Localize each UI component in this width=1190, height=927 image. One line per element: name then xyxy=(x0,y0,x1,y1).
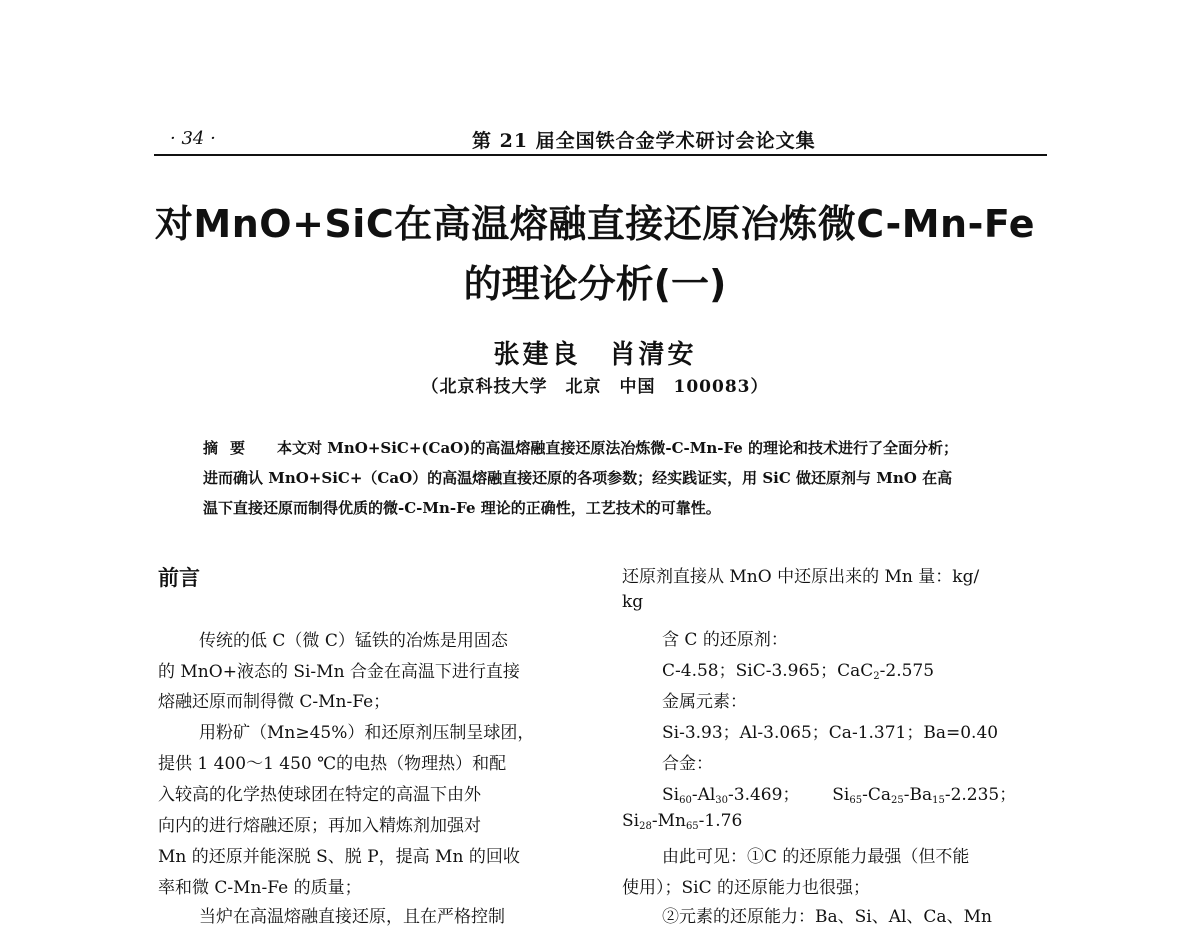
alloy-label: 合金： xyxy=(662,754,713,774)
alloy-element: -Ba xyxy=(903,785,933,805)
alloy-values-2 xyxy=(622,811,742,832)
alloy-subscript: 65 xyxy=(849,795,863,806)
body-line: Mn 的还原并能深脱 S、脱 P，提高 Mn 的回收 xyxy=(158,847,520,867)
cac-value: -2.575 xyxy=(879,661,935,681)
metal-values: Si-3.93；Al-3.065；Ca-1.371；Ba=0.40 xyxy=(662,723,999,743)
alloy-subscript: 65 xyxy=(685,821,699,832)
abstract-label: 摘要 xyxy=(203,439,258,457)
alloy-element: Si xyxy=(832,785,850,805)
alloy-subscript: 25 xyxy=(890,795,904,806)
abstract-line-3: 温下直接还原而制得优质的微-C-Mn-Fe 理论的正确性，工艺技术的可靠性。 xyxy=(203,499,721,517)
body-line: 使用）；SiC 的还原能力也很强； xyxy=(622,878,870,898)
page-number: · 34 · xyxy=(170,128,216,149)
abstract-line-2: 进而确认 MnO+SiC+（CaO）的高温熔融直接还原的各项参数；经实践证实，用 SiC 做还原剂与 MnO 在高 xyxy=(203,469,953,487)
alloy-value: -3.469； xyxy=(728,785,800,805)
authors: 张建良 肖清安 xyxy=(493,340,697,370)
alloy-values-1 xyxy=(662,780,1016,806)
abstract-line-1 xyxy=(203,437,958,458)
sic-value: SiC-3.965； xyxy=(735,661,838,681)
body-line: 率和微 C-Mn-Fe 的质量； xyxy=(158,878,362,898)
c-reductants-label: 含 C 的还原剂： xyxy=(662,630,788,650)
header-rule xyxy=(154,154,1047,156)
proceedings-title: 第 21 届全国铁合金学术研讨会论文集 xyxy=(472,130,816,152)
alloy-element: -Ca xyxy=(862,785,891,805)
alloy-value: -1.76 xyxy=(698,811,743,831)
body-line: 还原剂直接从 MnO 中还原出来的 Mn 量：kg/ xyxy=(622,567,980,587)
alloy-subscript: 60 xyxy=(679,795,692,806)
alloy-subscript: 15 xyxy=(932,795,945,806)
body-line: 向内的进行熔融还原；再加入精炼剂加强对 xyxy=(158,816,481,836)
metal-label: 金属元素： xyxy=(662,692,747,712)
body-line: ②元素的还原能力：Ba、Si、Al、Ca、Mn xyxy=(662,907,992,927)
body-line: 提供 1 400～1 450 ℃的电热（物理热）和配 xyxy=(158,754,507,774)
alloy-subscript: 30 xyxy=(715,795,729,806)
body-line: 的 MnO+液态的 Si-Mn 合金在高温下进行直接 xyxy=(158,662,520,682)
body-line: 入较高的化学热使球团在特定的高温下由外 xyxy=(158,785,481,805)
alloy-element: Si xyxy=(662,785,680,805)
alloy-subscript: 28 xyxy=(639,821,652,832)
section-title-foreword: 前言 xyxy=(158,566,200,590)
alloy-element: -Mn xyxy=(651,811,686,831)
cac-formula: CaC xyxy=(837,661,874,681)
body-line: 用粉矿（Mn≥45%）和还原剂压制呈球团， xyxy=(199,723,535,743)
body-line: 由此可见：①C 的还原能力最强（但不能 xyxy=(662,847,970,867)
c-reductants-values xyxy=(662,656,934,682)
c-value: C-4.58； xyxy=(662,661,736,681)
body-line: 熔融还原而制得微 C-Mn-Fe； xyxy=(158,692,391,712)
alloy-value: -2.235； xyxy=(944,785,1017,805)
alloy-element: Si xyxy=(622,811,640,831)
body-line: 传统的低 C（微 C）锰铁的冶炼是用固态 xyxy=(199,631,508,651)
paper-title-line1: 对MnO+SiC在高温熔融直接还原冶炼微C-Mn-Fe xyxy=(154,202,1036,246)
paper-title-line2: 的理论分析(一) xyxy=(463,262,727,306)
body-line: kg xyxy=(622,592,644,612)
body-line: 当炉在高温熔融直接还原，且在严格控制 xyxy=(199,907,505,927)
affiliation: （北京科技大学 北京 中国 100083） xyxy=(421,377,769,397)
abstract-text-1: 本文对 MnO+SiC+(CaO)的高温熔融直接还原法冶炼微-C-Mn-Fe 的理论和技术进行了全面分析； xyxy=(277,439,959,457)
cac-subscript: 2 xyxy=(873,671,880,682)
alloy-element: -Al xyxy=(691,785,716,805)
